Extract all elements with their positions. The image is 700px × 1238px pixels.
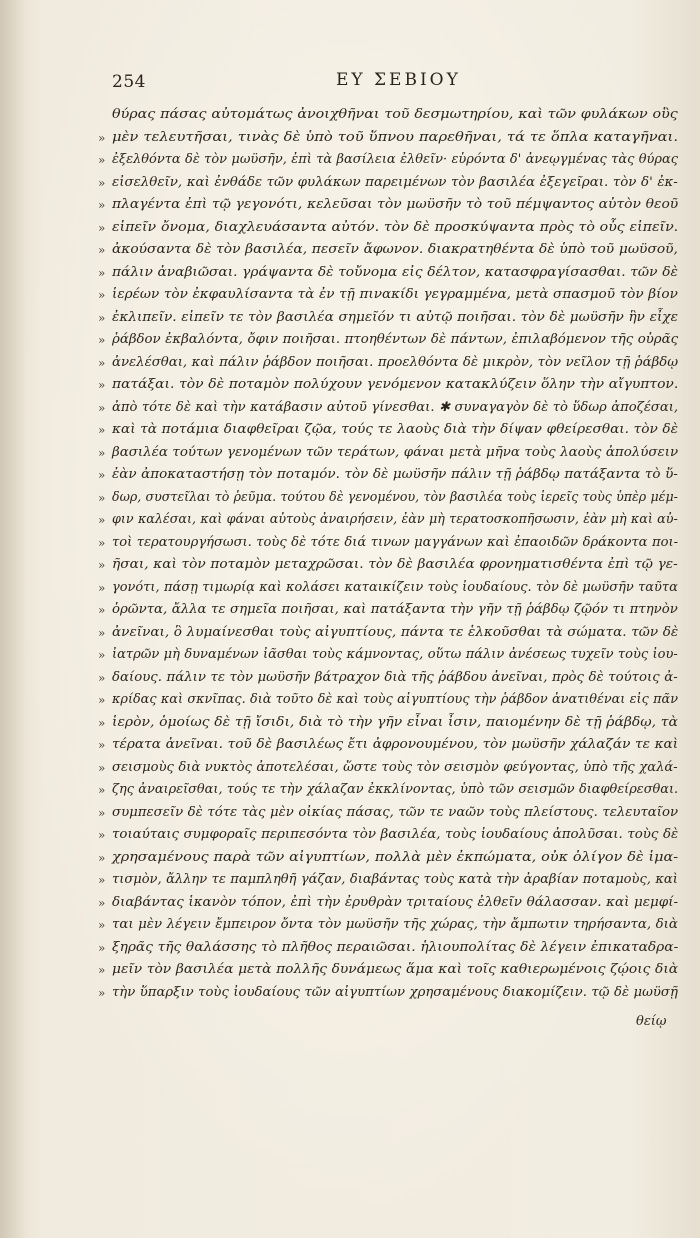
page-number: 254 (112, 72, 146, 92)
line-text: ἱερὸν, ὁμοίως δὲ τῇ ἴσιδι, διὰ τὸ τὴν γῆν εἶναι ἶσιν, παιομένην δὲ τῇ ῥάβδῳ, τὰ (112, 714, 678, 730)
line-text: ὁρῶντα, ἄλλα τε σημεῖα ποιῆσαι, καὶ πατάξαντα τὴν γῆν τῇ ῥάβδῳ ζῷόν τι πτηνὸν (112, 602, 678, 617)
text-line (98, 599, 682, 622)
line-text: κρίδας καὶ σκνῖπας. διὰ τοῦτο δὲ καὶ τοὺς αἰγυπτίους τὴν ῥάβδον ἀνατιθέναι εἰς πᾶν (112, 692, 679, 707)
line-text: ἱερέων τὸν ἐκφαυλίσαντα τὰ ἐν τῇ πινακίδι γεγραμμένα, μετὰ σπασμοῦ τὸν βίον (112, 287, 678, 302)
text-line (98, 644, 682, 667)
quotation-mark: » (98, 648, 106, 662)
quotation-mark: » (98, 850, 106, 865)
line-text: πλαγέντα ἐπὶ τῷ γεγονότι, κελεῦσαι τὸν μωϋσῆν τὸ τοῦ πέμψαντος αὐτὸν θεοῦ (112, 197, 679, 212)
quotation-mark: » (98, 310, 106, 325)
line-text: γονότι, πάσῃ τιμωρίᾳ καὶ κολάσει καταικίζειν τοὺς ἰουδαίους. τὸν δὲ μωϋσῆν ταῦτα (112, 579, 678, 595)
quotation-mark: » (98, 513, 106, 527)
text-line (98, 149, 682, 172)
text-line (98, 464, 682, 487)
text-line (98, 217, 682, 240)
text-line (98, 959, 682, 982)
text-line (98, 869, 682, 892)
quotation-mark: » (98, 220, 106, 235)
quotation-mark: » (98, 333, 106, 347)
line-text: δαίους. πάλιν τε τὸν μωϋσῆν βάτραχον διὰ τῆς ῥάβδου ἀνεῖναι, πρὸς δὲ τούτοις ἀ- (112, 669, 678, 685)
text-line (98, 689, 682, 712)
running-head: ΕΥ ΣΕΒΙΟΥ (336, 70, 461, 90)
text-line (98, 352, 682, 375)
quotation-mark: » (98, 828, 106, 842)
text-line (98, 262, 682, 285)
line-text: ἐκλιπεῖν. εἰπεῖν τε τὸν βασιλέα σημεῖόν τι αὐτῷ ποιῆσαι. τὸν δὲ μωϋσῆν ἣν εἶχε (112, 309, 678, 325)
quotation-mark: » (98, 423, 106, 437)
line-text: τοιαύταις συμφοραῖς περιπεσόντα τὸν βασιλέα, τοὺς ἰουδαίους ἀπολῦσαι. τοὺς δὲ (112, 827, 679, 842)
line-text: εἰσελθεῖν, καὶ ἐνθάδε τῶν φυλάκων παρειμένων τὸν βασιλέα ἐξεγεῖραι. τὸν δ' ἐκ- (112, 174, 678, 190)
text-line (98, 734, 682, 757)
gutter-shadow (0, 0, 26, 1238)
quotation-mark: » (98, 693, 106, 707)
quotation-mark: » (98, 625, 106, 640)
text-line (98, 194, 682, 217)
quotation-mark: » (98, 535, 106, 550)
text-line (98, 667, 682, 690)
text-line (98, 554, 682, 577)
quotation-mark: » (98, 895, 106, 910)
text-line (98, 757, 682, 780)
quotation-mark: » (98, 445, 106, 460)
line-text: τοὶ τερατουργήσωσι. τοὺς δὲ τότε διά τινων μαγγάνων καὶ ἐπαοιδῶν δράκοντα ποι- (112, 534, 679, 550)
line-text: μεῖν τὸν βασιλέα μετὰ πολλῆς δυνάμεως ἅμα καὶ τοῖς καθιερωμένοις ζῴοις διὰ (112, 962, 679, 977)
text-line (98, 374, 682, 397)
quotation-mark: » (98, 783, 106, 797)
quotation-mark: » (98, 760, 106, 775)
line-text: ται μὲν λέγειν ἔμπειρον ὄντα τὸν μωϋσῆν τῆς χώρας, τὴν ἄμπωτιν τηρήσαντα, διὰ (112, 917, 678, 932)
text-line (98, 284, 682, 307)
line-text: διαβάντας ἱκανὸν τόπον, ἐπὶ τὴν ἐρυθρὰν τριταίους ἐλθεῖν θάλασσαν. καὶ μεμφί- (112, 894, 679, 910)
quotation-mark: » (98, 738, 106, 752)
line-text: ἀκούσαντα δὲ τὸν βασιλέα, πεσεῖν ἄφωνον. διακρατηθέντα δὲ ὑπὸ τοῦ μωϋσοῦ, (112, 242, 678, 257)
text-line (98, 509, 682, 532)
text-line (98, 622, 682, 645)
quotation-mark: » (98, 265, 106, 280)
line-text: εἰπεῖν ὄνομα, διαχλευάσαντα αὐτόν. τὸν δὲ προσκύψαντα πρὸς τὸ οὖς εἰπεῖν. (112, 219, 679, 235)
text-line (98, 802, 682, 825)
line-text: τισμὸν, ἄλλην τε παμπληθῆ γάζαν, διαβάντας τοὺς κατὰ τὴν ἀραβίαν ποταμοὺς, καὶ (112, 872, 678, 887)
body-text (98, 104, 682, 1004)
quotation-mark: » (98, 963, 106, 977)
quotation-mark: » (98, 603, 106, 617)
quotation-mark: » (98, 198, 106, 212)
text-line (98, 779, 682, 802)
line-text: τὴν ὕπαρξιν τοὺς ἰουδαίους τῶν αἰγυπτίων χρησαμένους διακομίζειν. τῷ δὲ μωϋσῇ (112, 984, 678, 1000)
text-line (98, 307, 682, 330)
line-text: σεισμοὺς διὰ νυκτὸς ἀποτελέσαι, ὥστε τοὺς τὸν σεισμὸν φεύγοντας, ὑπὸ τῆς χαλά- (112, 759, 678, 775)
line-text: ἀνεῖναι, ὃ λυμαίνεσθαι τοὺς αἰγυπτίους, πάντα τε ἑλκοῦσθαι τὰ σώματα. τῶν δὲ (112, 624, 679, 640)
quotation-mark: » (98, 378, 106, 392)
line-text: ἰατρῶν μὴ δυναμένων ἰᾶσθαι τοὺς κάμνοντας, οὕτω πάλιν ἀνέσεως τυχεῖν τοὺς ἰου- (112, 647, 678, 662)
line-text: ἐὰν ἀποκαταστήσῃ τὸν ποταμόν. τὸν δὲ μωϋσῆν πάλιν τῇ ῥάβδῳ πατάξαντα τὸ ὕ- (112, 467, 678, 482)
line-text: ῥάβδον ἐκβαλόντα, ὄφιν ποιῆσαι. πτοηθέντων δὲ πάντων, ἐπιλαβόμενον τῆς οὐρᾶς (112, 332, 679, 347)
text-line (98, 937, 682, 960)
line-text: ζης ἀναιρεῖσθαι, τούς τε τὴν χάλαζαν ἐκκλίνοντας, ὑπὸ τῶν σεισμῶν διαφθείρεσθαι. (112, 782, 679, 797)
quotation-mark: » (98, 940, 106, 955)
line-text: μὲν τελευτῆσαι, τινὰς δὲ ὑπὸ τοῦ ὕπνου παρεθῆναι, τά τε ὅπλα καταγῆναι. (112, 129, 678, 145)
text-line (98, 487, 682, 510)
text-line (98, 914, 682, 937)
quotation-mark: » (98, 243, 106, 257)
text-line (112, 104, 682, 127)
text-line (98, 982, 682, 1005)
quotation-mark: » (98, 985, 106, 1000)
quotation-mark: » (98, 153, 106, 167)
text-line (98, 329, 682, 352)
text-line (98, 847, 682, 870)
quotation-mark: » (98, 670, 106, 685)
line-text: ῆσαι, καὶ τὸν ποταμὸν μεταχρῶσαι. τὸν δὲ βασιλέα φρονηματισθέντα ἐπὶ τῷ γε- (112, 557, 678, 572)
line-text: δωρ, συστεῖλαι τὸ ῥεῦμα. τούτου δὲ γενομένου, τὸν βασιλέα τοὺς ἱερεῖς τοὺς ὑπὲρ μέμ- (112, 489, 678, 505)
text-line (98, 712, 682, 735)
catchword: θείῳ (636, 1014, 667, 1029)
line-text: ἐξελθόντα δὲ τὸν μωϋσῆν, ἐπὶ τὰ βασίλεια ἐλθεῖν· εὑρόντα δ' ἀνεῳγμένας τὰς θύρας (112, 152, 679, 167)
text-line (98, 442, 682, 465)
quotation-mark: » (98, 175, 106, 190)
quotation-mark: » (98, 805, 106, 820)
line-text: φιν καλέσαι, καὶ φάναι αὐτοὺς ἀναιρήσειν, ἐὰν μὴ τερατοσκοπῆσωσιν, ἐὰν μὴ καὶ αὐ- (112, 512, 678, 527)
text-line (98, 419, 682, 442)
text-line (98, 397, 682, 420)
quotation-mark: » (98, 355, 106, 370)
line-text: βασιλέα τούτων γενομένων τῶν τεράτων, φάναι μετὰ μῆνα τοὺς λαοὺς ἀπολύσειν (112, 444, 679, 460)
text-line (98, 239, 682, 262)
line-text: ἀπὸ τότε δὲ καὶ τὴν κατάβασιν αὐτοῦ γίνεσθαι. ✱ συναγαγὸν δὲ τὸ ὕδωρ ἀποζέσαι, (112, 399, 679, 415)
text-line (98, 824, 682, 847)
line-text: θύρας πάσας αὐτομάτως ἀνοιχθῆναι τοῦ δεσμωτηρίου, καὶ τῶν φυλάκων οὓς (112, 107, 678, 122)
quotation-mark: » (98, 490, 106, 505)
quotation-mark: » (98, 580, 106, 595)
text-line (98, 892, 682, 915)
line-text: τέρατα ἀνεῖναι. τοῦ δὲ βασιλέως ἔτι ἀφρονουμένου, τὸν μωϋσῆν χάλαζάν τε καὶ (112, 737, 679, 752)
quotation-mark: » (98, 873, 106, 887)
line-text: ἀνελέσθαι, καὶ πάλιν ῥάβδον ποιῆσαι. προελθόντα δὲ μικρὸν, τὸν νεῖλον τῇ ῥάβδῳ (112, 354, 679, 370)
line-text: πάλιν ἀναβιῶσαι. γράψαντα δὲ τοὔνομα εἰς δέλτον, κατασφραγίσασθαι. τῶν δὲ (112, 264, 678, 280)
line-text: χρησαμένους παρὰ τῶν αἰγυπτίων, πολλὰ μὲν ἐκπώματα, οὐκ ὀλίγον δὲ ἱμα- (112, 849, 679, 865)
quotation-mark: » (98, 400, 106, 415)
quotation-mark: » (98, 715, 106, 730)
quotation-mark: » (98, 288, 106, 302)
text-line (98, 577, 682, 600)
text-line (98, 532, 682, 555)
quotation-mark: » (98, 130, 106, 145)
quotation-mark: » (98, 558, 106, 572)
line-text: πατάξαι. τὸν δὲ ποταμὸν πολύχουν γενόμενον κατακλύζειν ὅλην τὴν αἴγυπτον. (112, 377, 679, 392)
line-text: ξηρᾶς τῆς θαλάσσης τὸ πλῆθος περαιῶσαι. ἡλιουπολίτας δὲ λέγειν ἐπικαταδρα- (112, 939, 679, 955)
line-text: συμπεσεῖν δὲ τότε τὰς μὲν οἰκίας πάσας, τῶν τε ναῶν τοὺς πλείστους. τελευταῖον (112, 804, 679, 820)
text-line (98, 127, 682, 150)
text-line (98, 172, 682, 195)
quotation-mark: » (98, 468, 106, 482)
quotation-mark: » (98, 918, 106, 932)
line-text: καὶ τὰ ποτάμια διαφθεῖραι ζῷα, τούς τε λαοὺς διὰ τὴν δίψαν φθείρεσθαι. τὸν δὲ (112, 422, 678, 437)
